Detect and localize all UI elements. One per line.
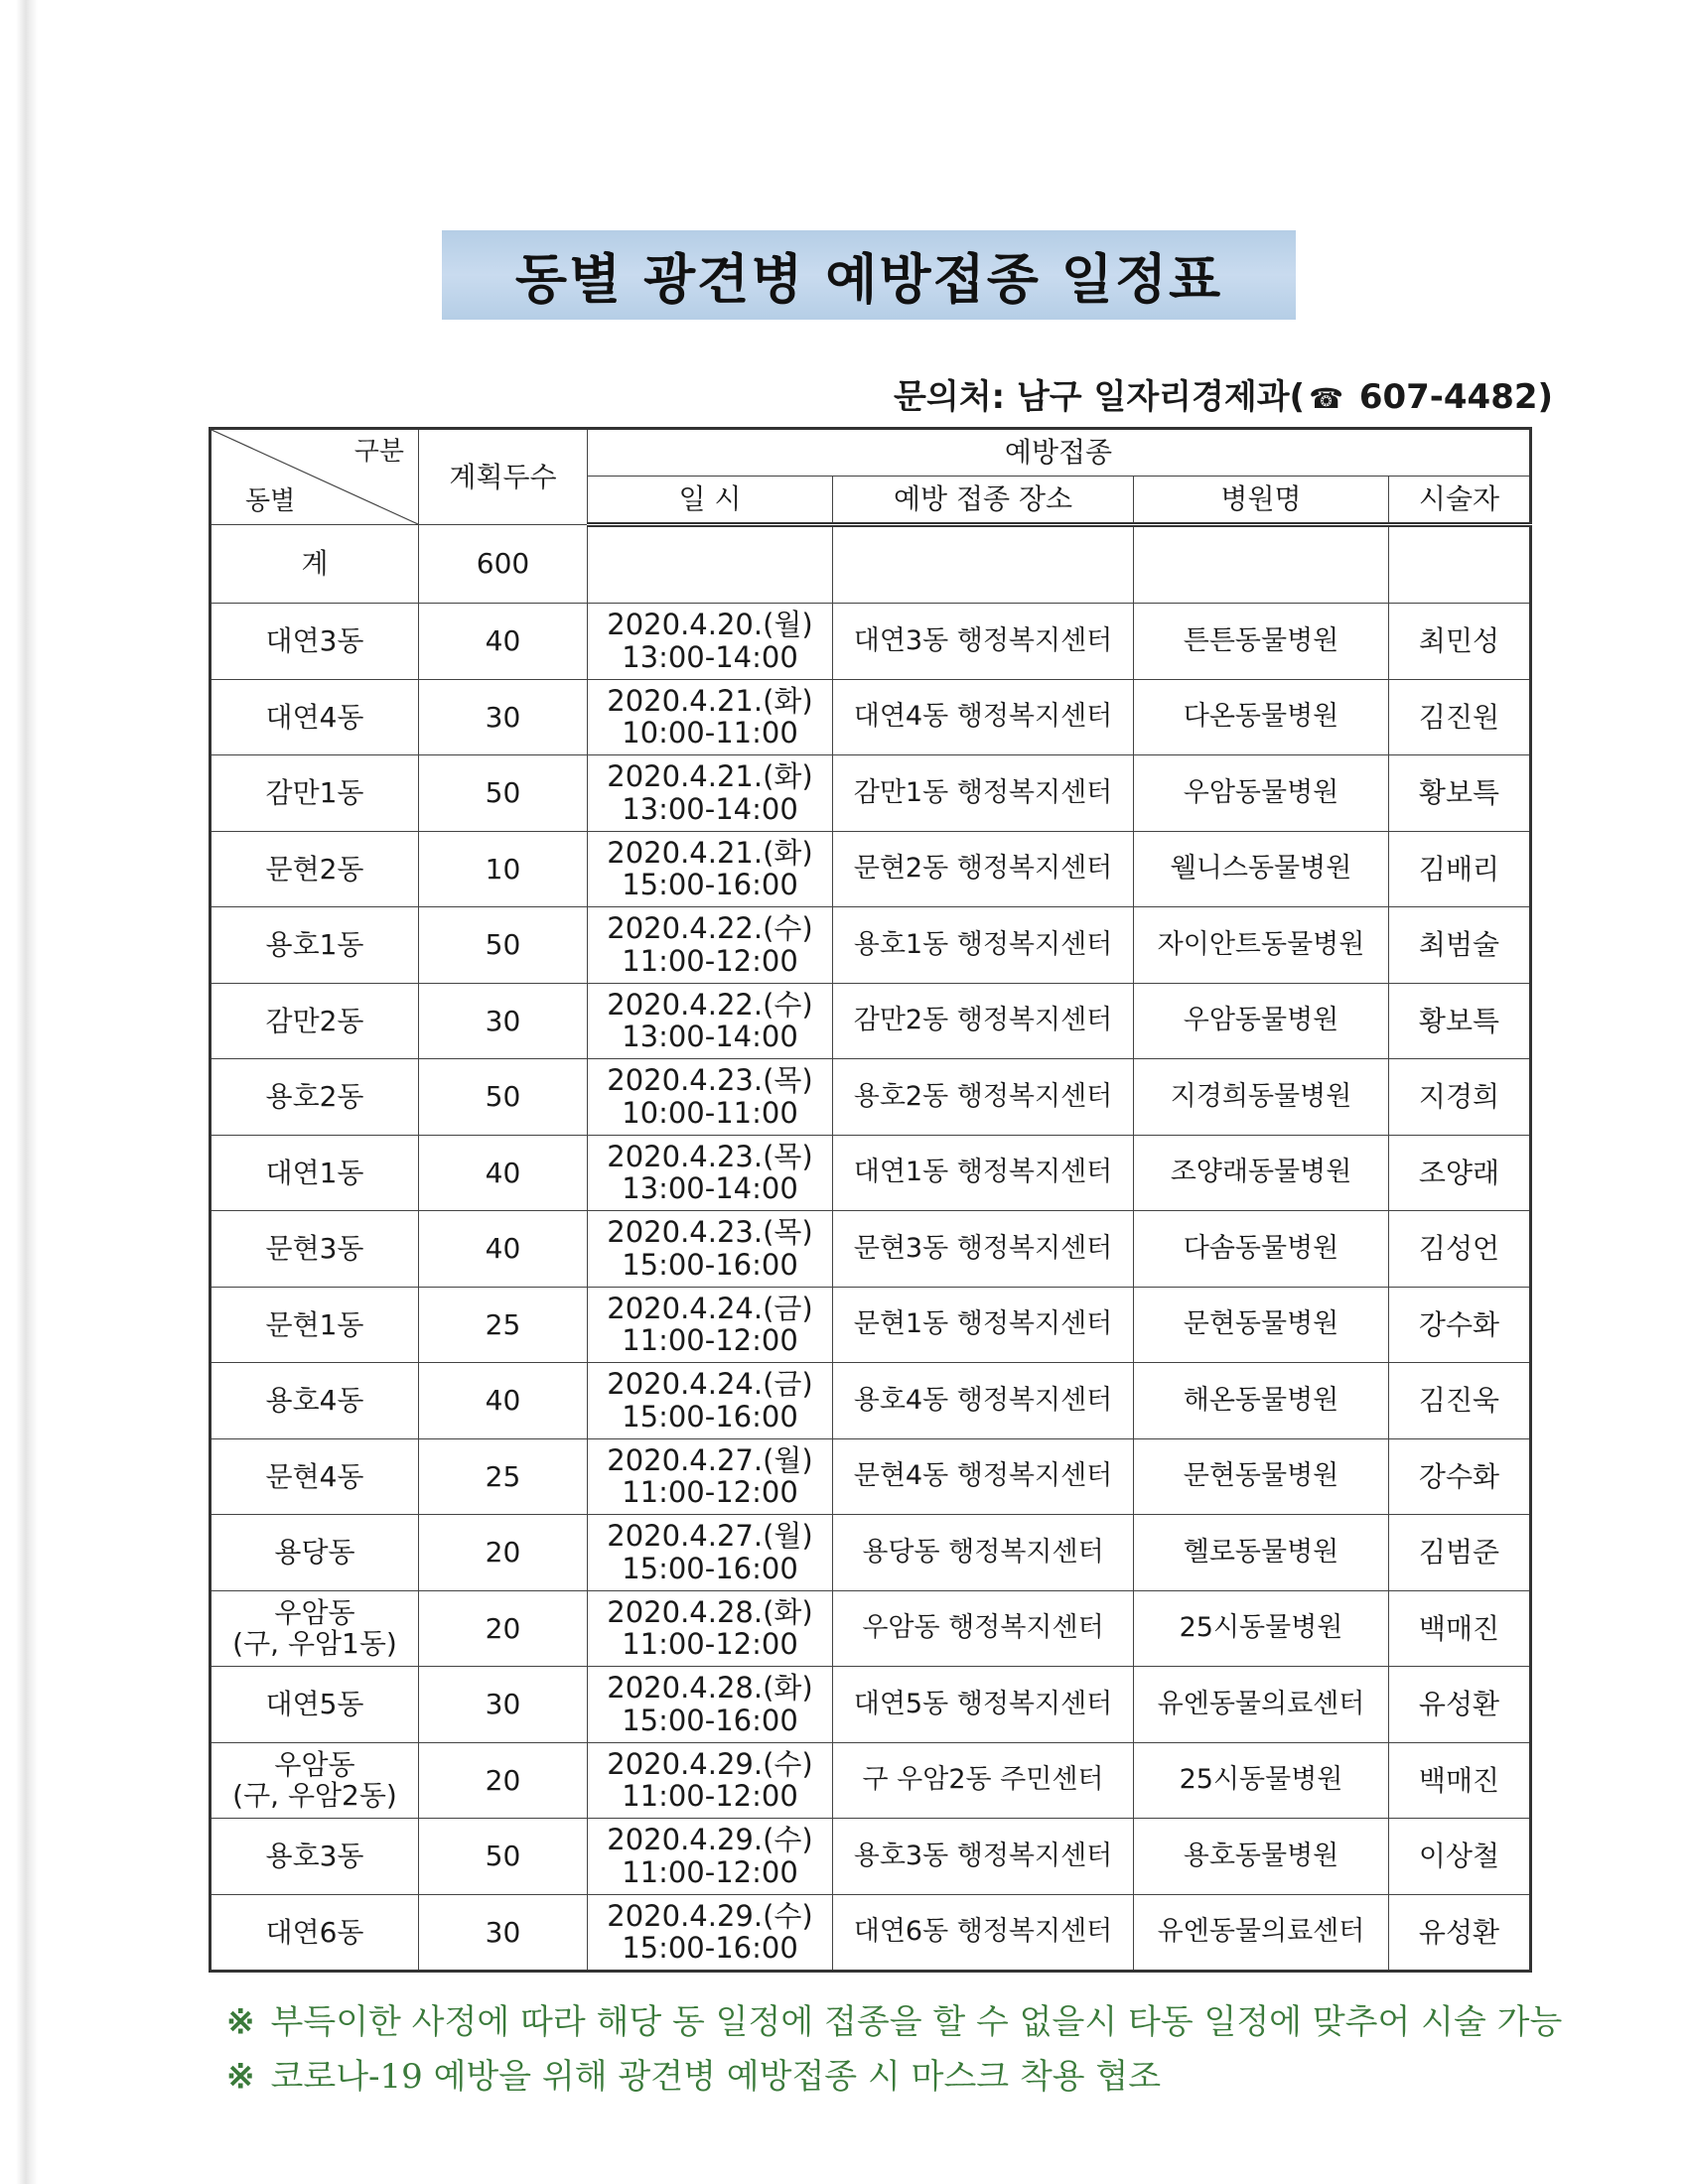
dong-name: 문현3동 [265, 1232, 364, 1266]
table-row [211, 983, 1531, 1059]
vaccination-time: 11:00-12:00 [622, 1779, 798, 1814]
hospital-cell: 우암동물병원 [1134, 755, 1389, 832]
datetime-cell [588, 679, 833, 755]
total-label: 계 [211, 525, 419, 604]
hospital-cell: 25시동물병원 [1134, 1742, 1389, 1819]
vaccination-time: 15:00-16:00 [622, 1551, 798, 1585]
hospital-cell: 우암동물병원 [1134, 983, 1389, 1059]
planned-count-cell: 20 [419, 1742, 588, 1819]
hospital-cell: 조양래동물병원 [1134, 1135, 1389, 1211]
dong-cell [211, 1438, 419, 1515]
hospital-cell: 문현동물병원 [1134, 1287, 1389, 1363]
vet-cell: 백매진 [1389, 1742, 1531, 1819]
dong-name: 감만1동 [265, 776, 364, 810]
total-count: 600 [419, 525, 588, 604]
place-cell: 문현1동 행정복지센터 [833, 1287, 1134, 1363]
vet-cell: 최민성 [1389, 604, 1531, 680]
datetime-cell [588, 1515, 833, 1591]
vaccination-time: 11:00-12:00 [622, 1627, 798, 1662]
table-row [211, 907, 1531, 984]
table-row [211, 1667, 1531, 1743]
dong-name: 문현1동 [265, 1307, 364, 1341]
place-cell: 구 우암2동 주민센터 [833, 1742, 1134, 1819]
vet-cell: 이상철 [1389, 1819, 1531, 1895]
contact-label: 문의처: 남구 일자리경제과( [894, 377, 1306, 417]
vet-cell: 지경희 [1389, 1059, 1531, 1136]
hospital-cell: 다온동물병원 [1134, 679, 1389, 755]
dong-cell [211, 907, 419, 984]
dong-name: 용호1동 [265, 928, 364, 962]
vaccination-time: 13:00-14:00 [622, 1171, 798, 1206]
dong-cell [211, 755, 419, 832]
empty-cell [1389, 525, 1531, 604]
dong-cell [211, 1894, 419, 1972]
dong-cell [211, 1211, 419, 1288]
dong-cell [211, 1059, 419, 1136]
vaccination-time: 11:00-12:00 [622, 1323, 798, 1358]
place-cell: 대연6동 행정복지센터 [833, 1894, 1134, 1972]
table-row [211, 1742, 1531, 1819]
planned-count-cell: 10 [419, 831, 588, 907]
datetime-cell [588, 1363, 833, 1439]
hospital-cell: 웰니스동물병원 [1134, 831, 1389, 907]
vet-cell: 황보특 [1389, 983, 1531, 1059]
dong-name: 용호3동 [265, 1840, 364, 1873]
table-row [211, 1211, 1531, 1288]
vaccination-time: 15:00-16:00 [622, 1247, 798, 1282]
planned-count-cell: 50 [419, 755, 588, 832]
vaccination-date: 2020.4.28.(화) [607, 1671, 813, 1706]
contact-phone: 607-4482) [1346, 377, 1554, 417]
place-cell: 대연4동 행정복지센터 [833, 679, 1134, 755]
vaccination-time: 15:00-16:00 [622, 1703, 798, 1737]
table-row [211, 1894, 1531, 1972]
dong-name: 대연3동 [265, 624, 364, 658]
table-row [211, 1590, 1531, 1667]
notes [226, 1995, 1617, 2105]
table-row [211, 755, 1531, 832]
vaccination-date: 2020.4.27.(월) [607, 1519, 813, 1554]
planned-count-cell: 30 [419, 679, 588, 755]
vet-cell: 김성언 [1389, 1211, 1531, 1288]
table-row [211, 1819, 1531, 1895]
datetime-cell [588, 1667, 833, 1743]
place-cell: 용호1동 행정복지센터 [833, 907, 1134, 984]
vet-cell: 조양래 [1389, 1135, 1531, 1211]
dong-name: 문현4동 [265, 1459, 364, 1493]
table-row [211, 679, 1531, 755]
hospital-cell: 자이안트동물병원 [1134, 907, 1389, 984]
empty-cell [588, 525, 833, 604]
place-cell: 대연1동 행정복지센터 [833, 1135, 1134, 1211]
vet-cell: 최범술 [1389, 907, 1531, 984]
hospital-cell: 튼튼동물병원 [1134, 604, 1389, 680]
planned-count-cell: 40 [419, 1211, 588, 1288]
dong-cell [211, 604, 419, 680]
dong-cell [211, 1819, 419, 1895]
planned-count-cell: 30 [419, 1894, 588, 1972]
planned-count-cell: 50 [419, 1059, 588, 1136]
vet-cell: 유성환 [1389, 1894, 1531, 1972]
header-diagonal-cell [211, 429, 419, 525]
vaccination-time: 15:00-16:00 [622, 1399, 798, 1433]
planned-count-cell: 30 [419, 983, 588, 1059]
hospital-cell: 헬로동물병원 [1134, 1515, 1389, 1591]
total-row [211, 525, 1531, 604]
header-dong: 동별 [245, 485, 296, 516]
place-cell: 용호2동 행정복지센터 [833, 1059, 1134, 1136]
note-mark: ※ [226, 2057, 255, 2097]
page-title: 동별 광견병 예방접종 일정표 [514, 247, 1223, 311]
vet-cell: 강수화 [1389, 1438, 1531, 1515]
hospital-cell: 해온동물병원 [1134, 1363, 1389, 1439]
place-cell: 우암동 행정복지센터 [833, 1590, 1134, 1667]
planned-count-cell: 40 [419, 1363, 588, 1439]
scan-edge-shadow [16, 0, 38, 2184]
note-line-1 [226, 1995, 1617, 2050]
datetime-cell [588, 983, 833, 1059]
place-cell: 문현3동 행정복지센터 [833, 1211, 1134, 1288]
vaccination-date: 2020.4.29.(수) [607, 1823, 813, 1857]
dong-name: 대연1동 [265, 1156, 364, 1189]
dong-cell [211, 1287, 419, 1363]
vaccination-time: 11:00-12:00 [622, 1854, 798, 1889]
vaccination-time: 15:00-16:00 [622, 868, 798, 902]
hospital-cell: 문현동물병원 [1134, 1438, 1389, 1515]
note-mark: ※ [226, 2002, 255, 2042]
dong-name: 우암동 [274, 1595, 355, 1629]
dong-cell [211, 679, 419, 755]
dong-former-name: (구, 우암2동) [232, 1779, 397, 1813]
place-cell: 대연5동 행정복지센터 [833, 1667, 1134, 1743]
datetime-cell [588, 907, 833, 984]
table-row [211, 1363, 1531, 1439]
dong-name: 용당동 [274, 1536, 355, 1570]
dong-name: 대연5동 [265, 1688, 364, 1721]
vet-cell: 황보특 [1389, 755, 1531, 832]
header-date: 일 시 [588, 477, 833, 525]
vaccination-time: 15:00-16:00 [622, 1931, 798, 1966]
planned-count-cell: 40 [419, 1135, 588, 1211]
dong-name: 우암동 [274, 1747, 355, 1781]
place-cell: 감만1동 행정복지센터 [833, 755, 1134, 832]
vaccination-time: 11:00-12:00 [622, 943, 798, 978]
table-row [211, 831, 1531, 907]
dong-cell [211, 1742, 419, 1819]
note-text-2: 코로나-19 예방을 위해 광견병 예방접종 시 마스크 착용 협조 [270, 2057, 1162, 2097]
planned-count-cell: 30 [419, 1667, 588, 1743]
dong-cell [211, 831, 419, 907]
header-planned-count: 계획두수 [419, 429, 588, 525]
empty-cell [833, 525, 1134, 604]
vaccination-time: 13:00-14:00 [622, 791, 798, 826]
hospital-cell: 유엔동물의료센터 [1134, 1667, 1389, 1743]
planned-count-cell: 25 [419, 1438, 588, 1515]
vaccination-time: 13:00-14:00 [622, 639, 798, 674]
place-cell: 용호4동 행정복지센터 [833, 1363, 1134, 1439]
planned-count-cell: 20 [419, 1590, 588, 1667]
dong-name: 용호2동 [265, 1080, 364, 1114]
planned-count-cell: 50 [419, 1819, 588, 1895]
dong-cell [211, 983, 419, 1059]
dong-cell [211, 1135, 419, 1211]
hospital-cell: 지경희동물병원 [1134, 1059, 1389, 1136]
vaccination-date: 2020.4.21.(화) [607, 683, 813, 718]
place-cell: 용호3동 행정복지센터 [833, 1819, 1134, 1895]
vaccination-date: 2020.4.29.(수) [607, 1898, 813, 1933]
header-hospital: 병원명 [1134, 477, 1389, 525]
datetime-cell [588, 1059, 833, 1136]
vaccination-time: 10:00-11:00 [622, 716, 798, 751]
table-row [211, 1515, 1531, 1591]
vaccination-time: 10:00-11:00 [622, 1095, 798, 1130]
vaccination-date: 2020.4.24.(금) [607, 1291, 813, 1325]
table-row [211, 1135, 1531, 1211]
dong-name: 대연4동 [265, 700, 364, 734]
note-text-1: 부득이한 사정에 따라 해당 동 일정에 접종을 할 수 없을시 타동 일정에 맞추어 시술 가능 [270, 2002, 1563, 2042]
datetime-cell [588, 1438, 833, 1515]
hospital-cell: 유엔동물의료센터 [1134, 1894, 1389, 1972]
vaccination-date: 2020.4.23.(목) [607, 1139, 813, 1173]
hospital-cell: 다솜동물병원 [1134, 1211, 1389, 1288]
dong-cell [211, 1590, 419, 1667]
dong-name: 용호4동 [265, 1384, 364, 1418]
vet-cell: 김배리 [1389, 831, 1531, 907]
datetime-cell [588, 1894, 833, 1972]
vet-cell: 강수화 [1389, 1287, 1531, 1363]
table-row [211, 604, 1531, 680]
planned-count-cell: 25 [419, 1287, 588, 1363]
place-cell: 용당동 행정복지센터 [833, 1515, 1134, 1591]
datetime-cell [588, 1211, 833, 1288]
vaccination-date: 2020.4.29.(수) [607, 1746, 813, 1781]
table-row [211, 1059, 1531, 1136]
contact-info [894, 369, 1554, 418]
vaccination-date: 2020.4.23.(목) [607, 1063, 813, 1098]
empty-cell [1134, 525, 1389, 604]
vaccination-time: 11:00-12:00 [622, 1475, 798, 1510]
vaccination-date: 2020.4.21.(화) [607, 759, 813, 794]
dong-cell [211, 1667, 419, 1743]
vaccination-date: 2020.4.22.(수) [607, 987, 813, 1022]
vaccination-schedule-table [209, 427, 1532, 1973]
datetime-cell [588, 1742, 833, 1819]
header-vaccination: 예방접종 [588, 429, 1531, 477]
vaccination-date: 2020.4.27.(월) [607, 1442, 813, 1477]
vaccination-date: 2020.4.28.(화) [607, 1594, 813, 1629]
planned-count-cell: 40 [419, 604, 588, 680]
place-cell: 대연3동 행정복지센터 [833, 604, 1134, 680]
vaccination-date: 2020.4.22.(수) [607, 911, 813, 946]
dong-cell [211, 1515, 419, 1591]
vet-cell: 김진원 [1389, 679, 1531, 755]
place-cell: 문현4동 행정복지센터 [833, 1438, 1134, 1515]
dong-cell [211, 1363, 419, 1439]
note-line-2 [226, 2050, 1617, 2105]
vet-cell: 유성환 [1389, 1667, 1531, 1743]
table-row [211, 1287, 1531, 1363]
table-row [211, 1438, 1531, 1515]
dong-former-name: (구, 우암1동) [232, 1627, 397, 1661]
vaccination-date: 2020.4.24.(금) [607, 1367, 813, 1402]
hospital-cell: 25시동물병원 [1134, 1590, 1389, 1667]
header-category: 구분 [353, 437, 404, 467]
hospital-cell: 용호동물병원 [1134, 1819, 1389, 1895]
datetime-cell [588, 604, 833, 680]
vet-cell: 김진욱 [1389, 1363, 1531, 1439]
planned-count-cell: 50 [419, 907, 588, 984]
dong-name: 대연6동 [265, 1915, 364, 1949]
place-cell: 감만2동 행정복지센터 [833, 983, 1134, 1059]
datetime-cell [588, 1135, 833, 1211]
datetime-cell [588, 831, 833, 907]
datetime-cell [588, 1819, 833, 1895]
planned-count-cell: 20 [419, 1515, 588, 1591]
datetime-cell [588, 755, 833, 832]
vaccination-date: 2020.4.21.(화) [607, 835, 813, 870]
dong-name: 감만2동 [265, 1004, 364, 1037]
header-place: 예방 접종 장소 [833, 477, 1134, 525]
vaccination-date: 2020.4.20.(월) [607, 608, 813, 642]
vet-cell: 김범준 [1389, 1515, 1531, 1591]
datetime-cell [588, 1590, 833, 1667]
header-vet: 시술자 [1389, 477, 1531, 525]
vaccination-date: 2020.4.23.(목) [607, 1215, 813, 1250]
phone-icon: ☎ [1309, 382, 1343, 415]
title-banner [442, 230, 1296, 320]
vet-cell: 백매진 [1389, 1590, 1531, 1667]
dong-name: 문현2동 [265, 852, 364, 886]
place-cell: 문현2동 행정복지센터 [833, 831, 1134, 907]
datetime-cell [588, 1287, 833, 1363]
vaccination-time: 13:00-14:00 [622, 1020, 798, 1054]
